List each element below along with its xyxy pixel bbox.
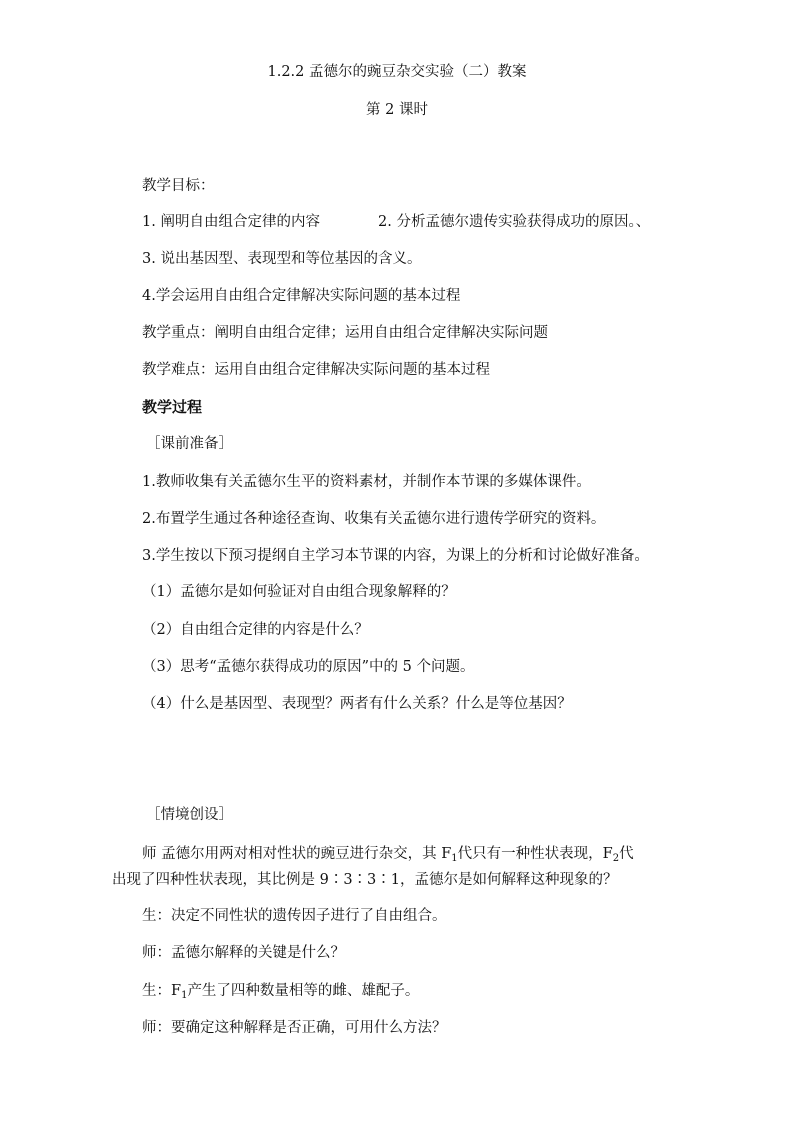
difficulties: 教学难点：运用自由组合定律解决实际问题的基本过程 <box>142 362 490 378</box>
scenario-heading: ［情境创设］ <box>146 807 233 823</box>
dialogue-4 <box>142 981 419 1006</box>
prep-item-2: 2.布置学生通过各种途径查询、收集有关孟德尔进行遗传学研究的资料。 <box>142 511 606 527</box>
objective-2: 2. 分析孟德尔遗传实验获得成功的原因。、 <box>378 214 651 230</box>
question-1: （1）孟德尔是如何验证对自由组合现象解释的？ <box>142 584 456 600</box>
objective-3: 3. 说出基因型、表现型和等位基因的含义。 <box>142 251 422 267</box>
dialogue-1-line-2: 出现了四种性状表现，其比例是 9∶3∶3∶1，孟德尔是如何解释这种现象的？ <box>112 872 618 888</box>
dialogue-text: 生：F <box>142 983 182 999</box>
prep-item-1: 1.教师收集有关孟德尔生平的资料素材，并制作本节课的多媒体课件。 <box>142 474 591 490</box>
subscript: 1 <box>451 853 458 864</box>
question-2: （2）自由组合定律的内容是什么？ <box>142 622 369 638</box>
question-3: （3）思考“孟德尔获得成功的原因”中的 5 个问题。 <box>142 659 475 675</box>
dialogue-2: 生：决定不同性状的遗传因子进行了自由组合。 <box>142 908 447 924</box>
dialogue-text: 师 孟德尔用两对相对性状的豌豆进行杂交，其 F <box>142 846 452 862</box>
dialogue-3: 师：孟德尔解释的关键是什么？ <box>142 945 345 961</box>
dialogue-text: 代只有一种性状表现，F <box>457 846 613 862</box>
objective-1: 1. 阐明自由组合定律的内容 <box>142 214 320 230</box>
subscript: 2 <box>612 853 620 864</box>
objective-4: 4.学会运用自由组合定律解决实际问题的基本过程 <box>142 288 461 304</box>
dialogue-5: 师：要确定这种解释是否正确，可用什么方法？ <box>142 1020 447 1036</box>
objectives-heading: 教学目标： <box>142 178 215 194</box>
prep-heading: ［课前准备］ <box>146 436 233 452</box>
key-points: 教学重点：阐明自由组合定律；运用自由组合定律解决实际问题 <box>142 325 548 341</box>
dialogue-text: 产生了四种数量相等的雌、雄配子。 <box>187 983 420 999</box>
question-4: （4）什么是基因型、表现型？两者有什么关系？什么是等位基因？ <box>142 696 572 712</box>
document-title: 1.2.2 孟德尔的豌豆杂交实验（二）教案 <box>267 64 527 80</box>
prep-item-3: 3.学生按以下预习提纲自主学习本节课的内容，为课上的分析和讨论做好准备。 <box>142 548 649 564</box>
dialogue-1-line-1 <box>142 844 634 869</box>
lesson-period: 第 2 课时 <box>366 102 428 118</box>
process-heading: 教学过程 <box>142 398 203 416</box>
dialogue-text: 代 <box>619 846 634 862</box>
subscript: 1 <box>181 990 188 1001</box>
